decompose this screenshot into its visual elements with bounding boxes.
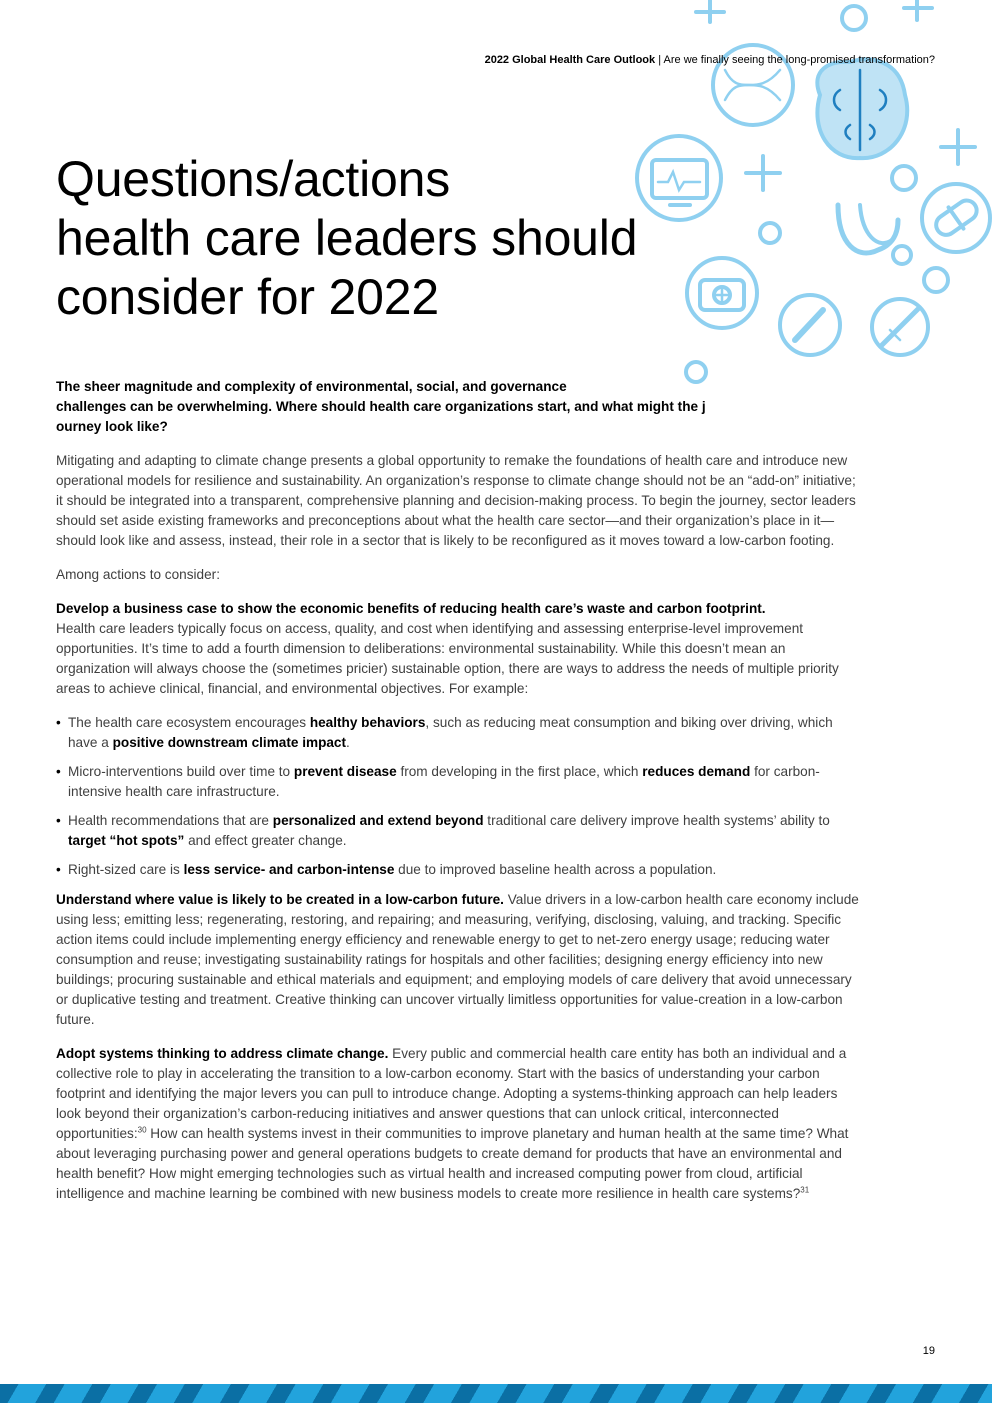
section-body: Every public and commercial health care entity has both an individual and a collective role to play in accelerating the transition to a low-carbon economy. Start with the basics of understanding your carbon footprint and identifying the major levers you can pull to introduce change. Adopting a systems-thinking approach can help leaders look beyond their organization’s carbon-reducing initiatives and answer questions that can unlock critical, interconnected opportunities: xyxy=(56,1046,847,1141)
footnote-ref: 30 xyxy=(137,1125,147,1135)
list-item: • The health care ecosystem encourages healthy behaviors, such as reducing meat consumption and biking over driving, which have a positive downstream climate impact. xyxy=(56,713,860,753)
example-list xyxy=(56,713,860,880)
actions-intro: Among actions to consider: xyxy=(56,567,220,582)
section-body: How can health systems invest in their communities to improve planetary and human health at the same time? What about leveraging purchasing power and general operations budgets to create demand for products that have an environmental and health benefit? How might emerging technologies such as virtual health and increased computing power from cloud, artificial intelligence and machine learning be combined with new business models to create more resilience in health care systems? xyxy=(56,1126,849,1201)
lead-line: challenges can be overwhelming. Where should health care organizations start, and what might the j xyxy=(56,399,706,414)
lead-line: ourney look like? xyxy=(56,419,168,434)
report-title: 2022 Global Health Care Outlook xyxy=(484,54,656,66)
list-item: • Right-sized care is less service- and carbon-intense due to improved baseline health across a population. xyxy=(56,860,860,880)
intro-paragraph: Mitigating and adapting to climate change presents a global opportunity to remake the foundations of health care and introduce new operational models for resilience and sustainability. An organization’s response to climate change should not be an “add-on” initiative; it should be integrated into a transparent, comprehensive planning and decision-making process. To begin the journey, sector leaders should set aside existing frameworks and preconceptions about what the health care sector—and their organization’s place in it—should look like and assess, instead, their role in a sector that is likely to be reconfigured as it moves toward a low-carbon footing. xyxy=(56,453,856,548)
section-heading: Develop a business case to show the economic benefits of reducing health care’s waste and carbon footprint. xyxy=(56,601,766,616)
report-subtitle: Are we finally seeing the long-promised transformation? xyxy=(663,54,935,66)
section-systems-thinking xyxy=(56,1044,860,1204)
list-item: • Micro-interventions build over time to prevent disease from developing in the first place, which reduces demand for carbon-intensive health care infrastructure. xyxy=(56,762,860,802)
section-heading: Adopt systems thinking to address climate change. xyxy=(56,1046,389,1061)
footer-stripe-bar xyxy=(0,1384,992,1403)
footnote-ref: 31 xyxy=(800,1185,810,1195)
page-title-line: health care leaders should xyxy=(56,210,638,266)
section-body: Health care leaders typically focus on access, quality, and cost when identifying and assessing enterprise-level improvement opportunities. It’s time to add a fourth dimension to deliberations: environmental sustainability. While this doesn’t mean an organization will always choose the (sometimes pricier) sustainable option, there are ways to address the needs of multiple priority areas to achieve clinical, financial, and environmental objectives. For example: xyxy=(56,621,839,696)
lead-question xyxy=(56,377,771,437)
list-item: • Health recommendations that are personalized and extend beyond traditional care delivery improve health systems’ ability to target “hot spots” and effect greater change. xyxy=(56,811,860,851)
page-title xyxy=(56,150,637,327)
lead-line: The sheer magnitude and complexity of environmental, social, and governance xyxy=(56,379,567,394)
page-title-line: Questions/actions xyxy=(56,151,451,207)
running-header xyxy=(485,54,935,66)
header-separator: | xyxy=(658,54,662,66)
section-business-case xyxy=(56,599,860,699)
brain-icon xyxy=(817,59,907,158)
section-heading: Understand where value is likely to be created in a low-carbon future. xyxy=(56,892,504,907)
page-number: 19 xyxy=(922,1345,935,1357)
article-body xyxy=(56,377,860,1218)
page-title-line: consider for 2022 xyxy=(56,269,439,325)
section-body: Value drivers in a low-carbon health care economy include using less; emitting less; regenerating, restoring, and repairing; and measuring, verifying, disclosing, valuing, and tracking. Specific action items could include implementing energy efficiency and renewable energy to get to net-zero energy usage; reducing water consumption and reuse; investigating sustainability ratings for hospitals and other facilities; designing energy efficiency into new buildings; procuring sustainable and ethical materials and equipment; and employing models of care delivery that avoid unnecessary or duplicative testing and treatment. Creative thinking can uncover virtually limitless opportunities for value-creation in a low-carbon future. xyxy=(56,892,859,1027)
section-value-creation xyxy=(56,890,860,1030)
